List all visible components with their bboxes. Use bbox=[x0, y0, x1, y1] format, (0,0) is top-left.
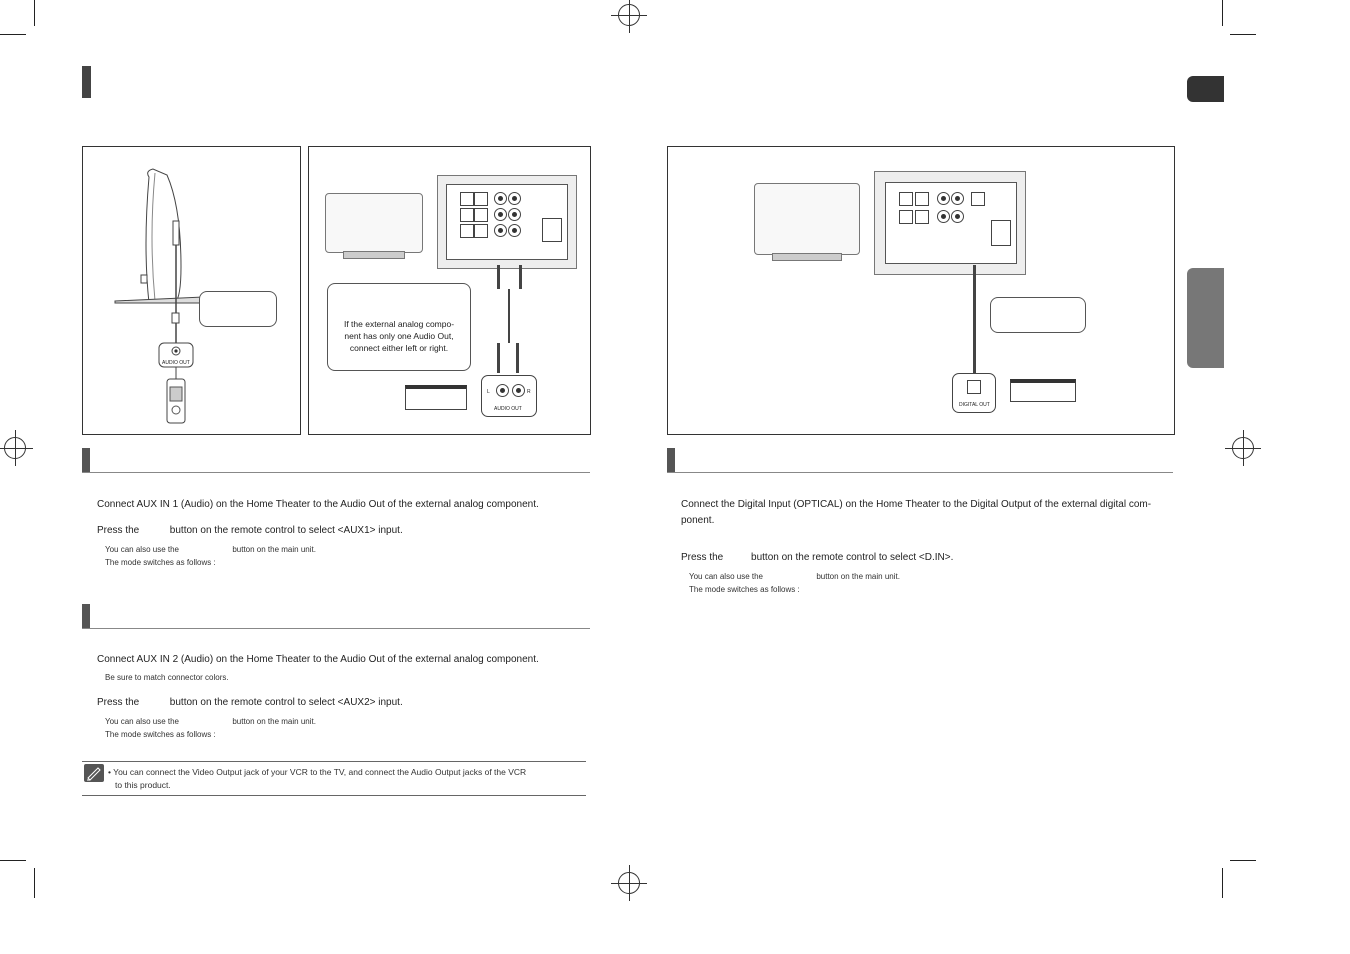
registration-mark bbox=[1232, 437, 1254, 459]
audio-out-jack-r bbox=[512, 384, 525, 397]
tv-rear-illustration bbox=[754, 183, 860, 255]
aux2-step2: Press the button on the remote control to select <AUX2> input. bbox=[97, 697, 403, 708]
speaker-terminal bbox=[460, 208, 474, 222]
digital-out-port bbox=[967, 380, 981, 394]
external-digital-component bbox=[1010, 379, 1076, 402]
speaker-terminal bbox=[460, 224, 474, 238]
tv-stand bbox=[343, 251, 405, 259]
aux1-callout bbox=[199, 291, 277, 327]
audio-out-l-label: L bbox=[487, 389, 490, 395]
speaker-terminal bbox=[474, 224, 488, 238]
optical-step1-line1: Connect the Digital Input (OPTICAL) on the Home Theater to the Digital Output of the external digital com- bbox=[681, 499, 1152, 510]
aux-in-jack bbox=[951, 210, 964, 223]
optical-note2: The mode switches as follows : bbox=[689, 585, 800, 594]
optical-jack-label: DIGITAL OUT bbox=[959, 402, 990, 408]
aux1-step2: Press the button on the remote control to select <AUX1> input. bbox=[97, 525, 403, 536]
hdmi-out-port bbox=[542, 218, 562, 242]
speaker-terminal bbox=[915, 192, 929, 206]
audio-out-r-label: R bbox=[527, 389, 531, 395]
aux2-cable bbox=[508, 289, 510, 343]
aux2-in-jack-r bbox=[508, 224, 521, 237]
aux2-cable-right bbox=[516, 343, 519, 373]
speaker-terminal bbox=[899, 192, 913, 206]
aux-in-jack bbox=[508, 192, 521, 205]
aux-in-jack bbox=[937, 192, 950, 205]
crop-mark bbox=[1222, 868, 1223, 898]
crop-mark bbox=[34, 0, 35, 26]
rear-panel-zoom bbox=[874, 171, 1026, 275]
aux1-step1: Connect AUX IN 1 (Audio) on the Home Theater to the Audio Out of the external analog component. bbox=[97, 499, 539, 510]
aux2-callout-text: If the external analog compo- nent has only one Audio Out, connect either left or right. bbox=[343, 319, 455, 353]
optical-note1: You can also use the button on the main unit. bbox=[689, 572, 900, 581]
optical-section-header bbox=[667, 448, 1173, 473]
optical-step2: Press the button on the remote control to select <D.IN>. bbox=[681, 552, 954, 563]
page-title-bar bbox=[82, 66, 91, 98]
tv-stand bbox=[772, 253, 842, 261]
speaker-terminal bbox=[915, 210, 929, 224]
optical-digital-out-jack bbox=[952, 373, 996, 413]
registration-mark bbox=[618, 4, 640, 26]
aux-in-jack bbox=[508, 208, 521, 221]
hdmi-out-port bbox=[991, 220, 1011, 246]
aux1-note2: The mode switches as follows : bbox=[105, 558, 216, 567]
optical-step1-line2: ponent. bbox=[681, 515, 715, 526]
aux1-note1: You can also use the button on the main unit. bbox=[105, 545, 316, 554]
aux2-cable-left bbox=[497, 343, 500, 373]
speaker-terminal bbox=[474, 208, 488, 222]
aux2-cable-right bbox=[519, 265, 522, 289]
aux-in-jack bbox=[494, 192, 507, 205]
registration-mark bbox=[4, 437, 26, 459]
tip-line1: • You can connect the Video Output jack of your VCR to the TV, and connect the Audio Output jacks of the VCR bbox=[108, 767, 527, 777]
aux2-in-jack-l bbox=[494, 224, 507, 237]
page-number-tab bbox=[1187, 76, 1224, 102]
speaker-terminal bbox=[899, 210, 913, 224]
aux-in-jack bbox=[951, 192, 964, 205]
tv-rear-illustration bbox=[325, 193, 423, 253]
registration-mark bbox=[618, 872, 640, 894]
crop-mark bbox=[34, 868, 35, 898]
note-icon bbox=[84, 764, 104, 782]
optical-cable bbox=[973, 265, 976, 377]
aux2-jack-label: AUDIO OUT bbox=[494, 406, 522, 412]
aux2-step1: Connect AUX IN 2 (Audio) on the Home Theater to the Audio Out of the external analog component. bbox=[97, 654, 539, 665]
audio-out-jack-l bbox=[496, 384, 509, 397]
rear-panel-zoom bbox=[437, 175, 577, 269]
chapter-side-tab bbox=[1187, 268, 1224, 368]
aux2-section-header bbox=[82, 604, 590, 629]
tip-box bbox=[82, 761, 586, 796]
external-analog-component bbox=[405, 385, 467, 410]
crop-mark bbox=[1222, 0, 1223, 26]
aux2-cable-left bbox=[497, 265, 500, 289]
crop-mark bbox=[0, 34, 26, 35]
aux2-callout bbox=[327, 283, 471, 371]
aux2-step1-note: Be sure to match connector colors. bbox=[105, 673, 229, 682]
speaker-terminal bbox=[460, 192, 474, 206]
aux1-jack-label: AUDIO OUT bbox=[162, 360, 190, 366]
aux2-figure bbox=[308, 146, 591, 435]
crop-mark bbox=[1230, 860, 1256, 861]
crop-mark bbox=[1230, 34, 1256, 35]
crop-mark bbox=[0, 860, 26, 861]
optical-callout bbox=[990, 297, 1086, 333]
optical-in-port bbox=[971, 192, 985, 206]
aux-in-jack bbox=[494, 208, 507, 221]
aux-in-jack bbox=[937, 210, 950, 223]
aux2-note1: You can also use the button on the main unit. bbox=[105, 717, 316, 726]
aux2-note2: The mode switches as follows : bbox=[105, 730, 216, 739]
speaker-terminal bbox=[474, 192, 488, 206]
tip-line2: to this product. bbox=[115, 780, 171, 790]
aux2-audio-out-jacks bbox=[481, 375, 537, 417]
aux1-figure bbox=[82, 146, 301, 435]
optical-figure bbox=[667, 146, 1175, 435]
aux1-section-header bbox=[82, 448, 590, 473]
